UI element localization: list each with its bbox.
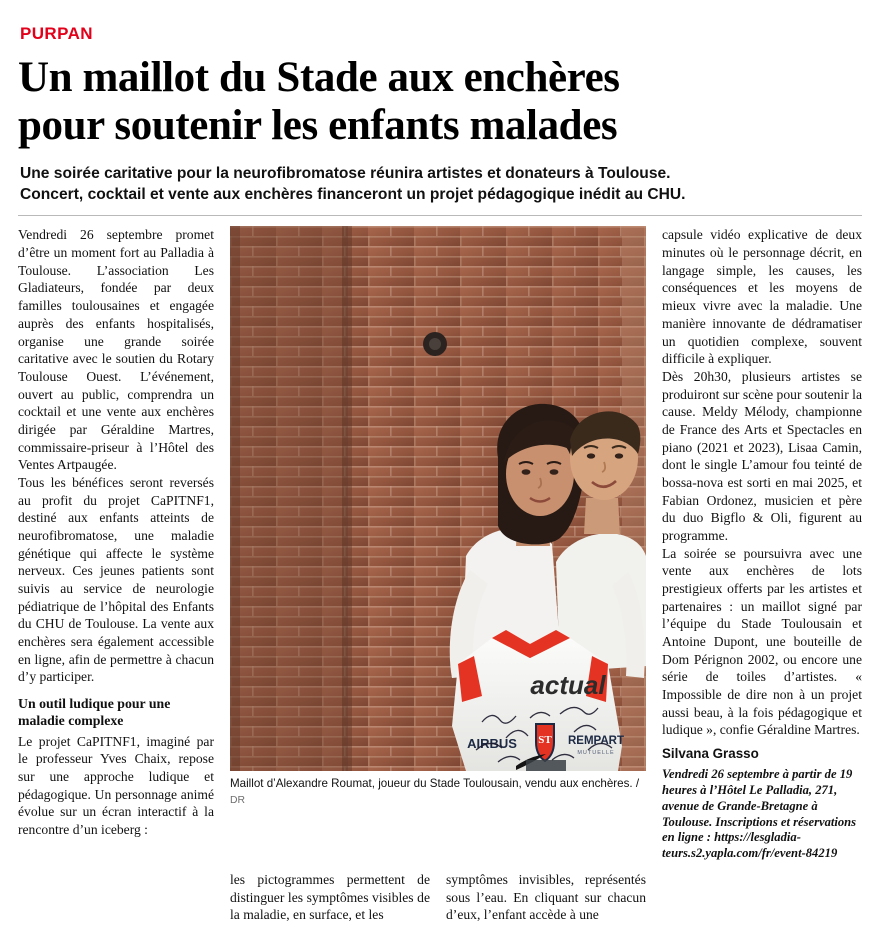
- bottom-column-middle: [230, 871, 430, 924]
- photo-caption: [230, 776, 646, 807]
- svg-text:AIRBUS: AIRBUS: [467, 736, 517, 752]
- paragraph: La soirée se poursuivra avec une vente aux enchères de lots prestigieux offerts par les artistes et partenaires : un maillot signé par l’équipe du Stade Toulousain et Antoine Dupont, une bouteille de Dom Pérignon 2002, ou encore une série de toiles d’artistes. « Impossible de dire non à un projet aussi beau, à la fois pédagogique et ludique », confie Géraldine Martres.: [662, 545, 862, 738]
- author-byline: Silvana Grasso: [662, 745, 759, 761]
- left-column-text: [18, 226, 214, 685]
- column-right: [662, 226, 862, 862]
- paragraph: les pictogrammes permettent de distinguer les symptômes visibles de la maladie, en surface, et les: [230, 872, 430, 923]
- photo-caption-text: Maillot d’Alexandre Roumat, joueur du Stade Toulousain, vendu aux enchères. /: [230, 777, 640, 791]
- svg-text:REMPART: REMPART: [567, 735, 625, 748]
- right-column-text: [662, 226, 862, 738]
- column-left: [18, 226, 214, 838]
- headline-line-1: Un maillot du Stade aux enchères: [18, 54, 620, 101]
- paragraph: Tous les bénéfices seront reversés au profit du projet CaPITNF1, destiné aux enfants atteints de neurofibromatose, une maladie génétique qui affecte le système nerveux. Ces jeunes patients sont suivis au service de neurologie pédiatrique de l’hôpital des Enfants du CHU de Toulouse. La vente aux enchères sera également accessible en ligne, afin de permettre à chacun d’y participer.: [18, 474, 214, 685]
- bottom-column-middle-2: [446, 871, 646, 924]
- column-middle: [230, 226, 646, 807]
- section-kicker: PURPAN: [20, 24, 93, 43]
- paragraph: capsule vidéo explicative de deux minutes où le personnage décrit, en langage simple, les causes, les conséquences et les moyens de mieux vivre avec la maladie. Une manière innovante de dédramatiser un quotidien complexe, souvent difficile à expliquer.: [662, 227, 862, 367]
- svg-text:actual: actual: [530, 670, 606, 701]
- article-photo: [230, 226, 646, 771]
- subheadline-line-2: Concert, cocktail et vente aux enchères financeront un projet pédagogique inédit au CHU.: [20, 185, 686, 203]
- paragraph: Vendredi 26 septembre promet d’être un moment fort au Palladia à Toulouse. L’association Les Gladiateurs, fondée par deux familles toulousaines et engagée auprès des enfants hospitalisés, organise une grande soirée caritative avec le soutien du Rotary Toulouse Ouest. L’événement, ouvert au public, comprendra un cocktail et une vente aux enchères dirigée par Géraldine Martres, commissaire-priseur à l’Hôtel des Ventes Artpaugée.: [18, 227, 214, 473]
- subheadline-line-1: Une soirée caritative pour la neurofibromatose réunira artistes et donateurs à Toulouse.: [20, 165, 671, 183]
- subheadline: [20, 164, 862, 205]
- paragraph: symptômes invisibles, représentés sous l’eau. En cliquant sur chacun d’eux, l’enfant accède à une: [446, 872, 646, 923]
- svg-text:ST: ST: [538, 734, 552, 747]
- svg-text:MUTUELLE: MUTUELLE: [577, 750, 615, 757]
- headline-line-2: pour soutenir les enfants malades: [18, 102, 618, 150]
- practical-info: Vendredi 26 septembre à partir de 19 heures à l’Hôtel Le Palladia, 271, avenue de Grande-Bretagne à Toulouse. Inscriptions et réservations en ligne : https://lesgladia-teurs.s2.yapla.com/fr/event-84219: [662, 766, 857, 861]
- paragraph: Dès 20h30, plusieurs artistes se produiront sur scène pour soutenir la cause. Meldy Mélody, championne de France des Arts et Spectacles en piano (2021 et 2023), Lisaa Camin, dont le single L’amour fou teinté de bossa-nova est sorti en mai 2025, et Fabian Ordonez, musicien et père du duo Bigflo & Oli, figurent au programme.: [662, 368, 862, 543]
- header-divider: [18, 215, 862, 216]
- bottom-spacer: [18, 871, 214, 924]
- paragraph: Le projet CaPITNF1, imaginé par le professeur Yves Chaix, repose sur une approche ludique et pédagogique. Un personnage animé évolue sur un écran interactif à la rencontre d’un iceberg :: [18, 733, 214, 837]
- bottom-columns: [18, 871, 862, 924]
- photo-illustration: [230, 226, 646, 771]
- article-photo-wrapper: [230, 226, 646, 807]
- section-subtitle: Un outil ludique pour une maladie complexe: [18, 695, 171, 728]
- article-columns: [18, 226, 862, 862]
- photo-credit: DR: [230, 794, 246, 806]
- page-title: [18, 54, 862, 150]
